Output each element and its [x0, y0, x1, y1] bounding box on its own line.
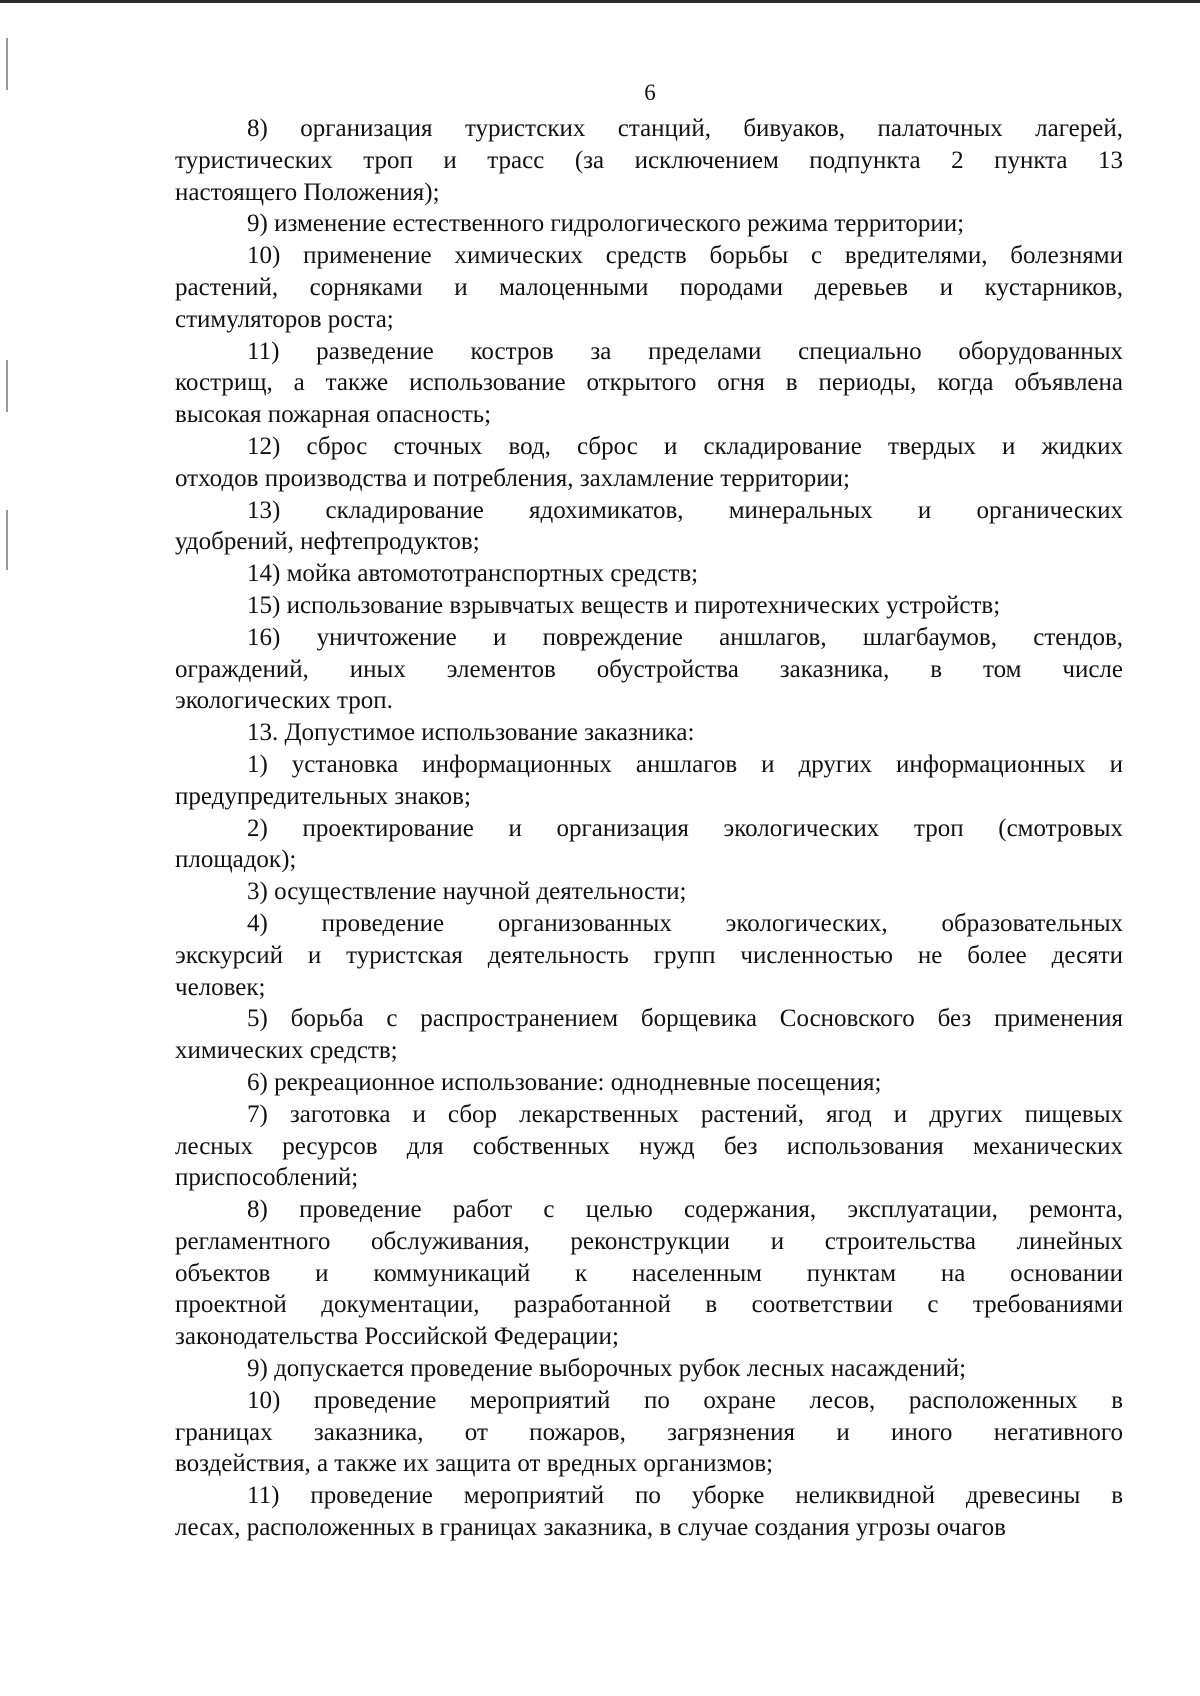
text-line: 2) проектирование и организация экологических троп (смотровых: [247, 814, 1123, 842]
paragraph-a2: [175, 813, 1123, 877]
text-line: ограждений, иных элементов обустройства заказника, в том числе: [175, 655, 1123, 683]
paragraph-p12: [175, 431, 1123, 495]
text-line: 8) проведение работ с целью содержания, эксплуатации, ремонта,: [247, 1196, 1123, 1224]
text-line: человек;: [175, 973, 266, 1001]
text-line: 10) проведение мероприятий по охране лесов, расположенных в: [247, 1386, 1123, 1414]
text-line: 5) борьба с распространением борщевика Сосновского без применения: [247, 1005, 1123, 1033]
text-line: 6) рекреационное использование: однодневные посещения;: [247, 1068, 882, 1096]
text-line: 8) организация туристских станций, бивуаков, палаточных лагерей,: [247, 115, 1123, 142]
text-line: объектов и коммуникаций к населенным пунктам на основании: [175, 1259, 1123, 1287]
text-line: стимуляторов роста;: [175, 305, 394, 333]
paragraph-p9: [175, 208, 1123, 240]
text-line: лесных ресурсов для собственных нужд без использования механических: [175, 1132, 1123, 1160]
text-line: 4) проведение организованных экологических, образовательных: [247, 909, 1123, 937]
text-line: 7) заготовка и сбор лекарственных растений, ягод и других пищевых: [247, 1100, 1123, 1128]
text-line: настоящего Положения);: [175, 178, 440, 206]
paragraph-p13: [175, 495, 1123, 559]
text-line: 13. Допустимое использование заказника:: [247, 719, 695, 747]
paragraph-p10: [175, 240, 1123, 335]
text-line: 13) складирование ядохимикатов, минеральных и органических: [247, 496, 1123, 524]
text-line: отходов производства и потребления, захламление территории;: [175, 464, 850, 492]
text-line: 1) установка информационных аншлагов и других информационных и: [247, 750, 1123, 778]
text-line: 15) использование взрывчатых веществ и пиротехнических устройств;: [247, 591, 1001, 619]
text-line: предупредительных знаков;: [175, 782, 471, 810]
text-line: 12) сброс сточных вод, сброс и складирование твердых и жидких: [247, 432, 1123, 460]
text-line: химических средств;: [175, 1037, 398, 1065]
text-line: удобрений, нефтепродуктов;: [175, 528, 480, 556]
paragraph-a6: [175, 1067, 1123, 1099]
document-body: [175, 113, 1123, 1544]
text-line: регламентного обслуживания, реконструкции и строительства линейных: [175, 1227, 1123, 1255]
page-number: 6: [644, 80, 656, 105]
text-line: 14) мойка автомототранспортных средств;: [247, 560, 699, 588]
text-line: экологических троп.: [175, 687, 393, 715]
text-line: 11) проведение мероприятий по уборке неликвидной древесины в: [247, 1482, 1123, 1510]
paragraph-a3: [175, 876, 1123, 908]
text-line: 10) применение химических средств борьбы с вредителями, болезнями: [247, 242, 1123, 270]
text-line: 3) осуществление научной деятельности;: [247, 878, 687, 906]
text-line: лесах, расположенных в границах заказника, в случае создания угрозы очагов: [175, 1514, 1006, 1542]
text-line: туристических троп и трасс (за исключением подпункта 2 пункта 13: [175, 146, 1123, 174]
paragraph-a7: [175, 1099, 1123, 1194]
text-line: растений, сорняками и малоценными породами деревьев и кустарников,: [175, 273, 1123, 301]
paragraph-p8: [175, 113, 1123, 208]
paragraph-a5: [175, 1003, 1123, 1067]
text-line: границах заказника, от пожаров, загрязнения и иного негативного: [175, 1418, 1123, 1446]
text-line: 9) допускается проведение выборочных рубок лесных насаждений;: [247, 1355, 967, 1383]
text-line: 11) разведение костров за пределами специально оборудованных: [247, 337, 1123, 365]
paragraph-p16: [175, 622, 1123, 717]
scan-margin-mark: [6, 360, 8, 412]
paragraph-a8: [175, 1194, 1123, 1353]
paragraph-p11: [175, 336, 1123, 431]
text-line: приспособлений;: [175, 1164, 359, 1192]
paragraph-p15: [175, 590, 1123, 622]
paragraph-p14: [175, 558, 1123, 590]
text-line: экскурсий и туристская деятельность групп численностью не более десяти: [175, 941, 1123, 969]
scan-top-edge: [0, 0, 1200, 3]
text-line: законодательства Российской Федерации;: [175, 1323, 619, 1351]
text-line: площадок);: [175, 846, 297, 874]
paragraph-a10: [175, 1385, 1123, 1480]
text-line: 9) изменение естественного гидрологического режима территории;: [247, 210, 965, 238]
paragraph-a11: [175, 1480, 1123, 1544]
text-line: воздействия, а также их защита от вредных организмов;: [175, 1450, 774, 1478]
paragraph-s13: [175, 717, 1123, 749]
paragraph-a9: [175, 1353, 1123, 1385]
paragraph-a4: [175, 908, 1123, 1003]
text-line: 16) уничтожение и повреждение аншлагов, шлагбаумов, стендов,: [247, 623, 1123, 651]
scan-margin-mark: [6, 510, 8, 570]
text-line: кострищ, а также использование открытого огня в периоды, когда объявлена: [175, 369, 1123, 397]
text-line: проектной документации, разработанной в соответствии с требованиями: [175, 1291, 1123, 1319]
text-line: высокая пожарная опасность;: [175, 401, 492, 429]
paragraph-a1: [175, 749, 1123, 813]
